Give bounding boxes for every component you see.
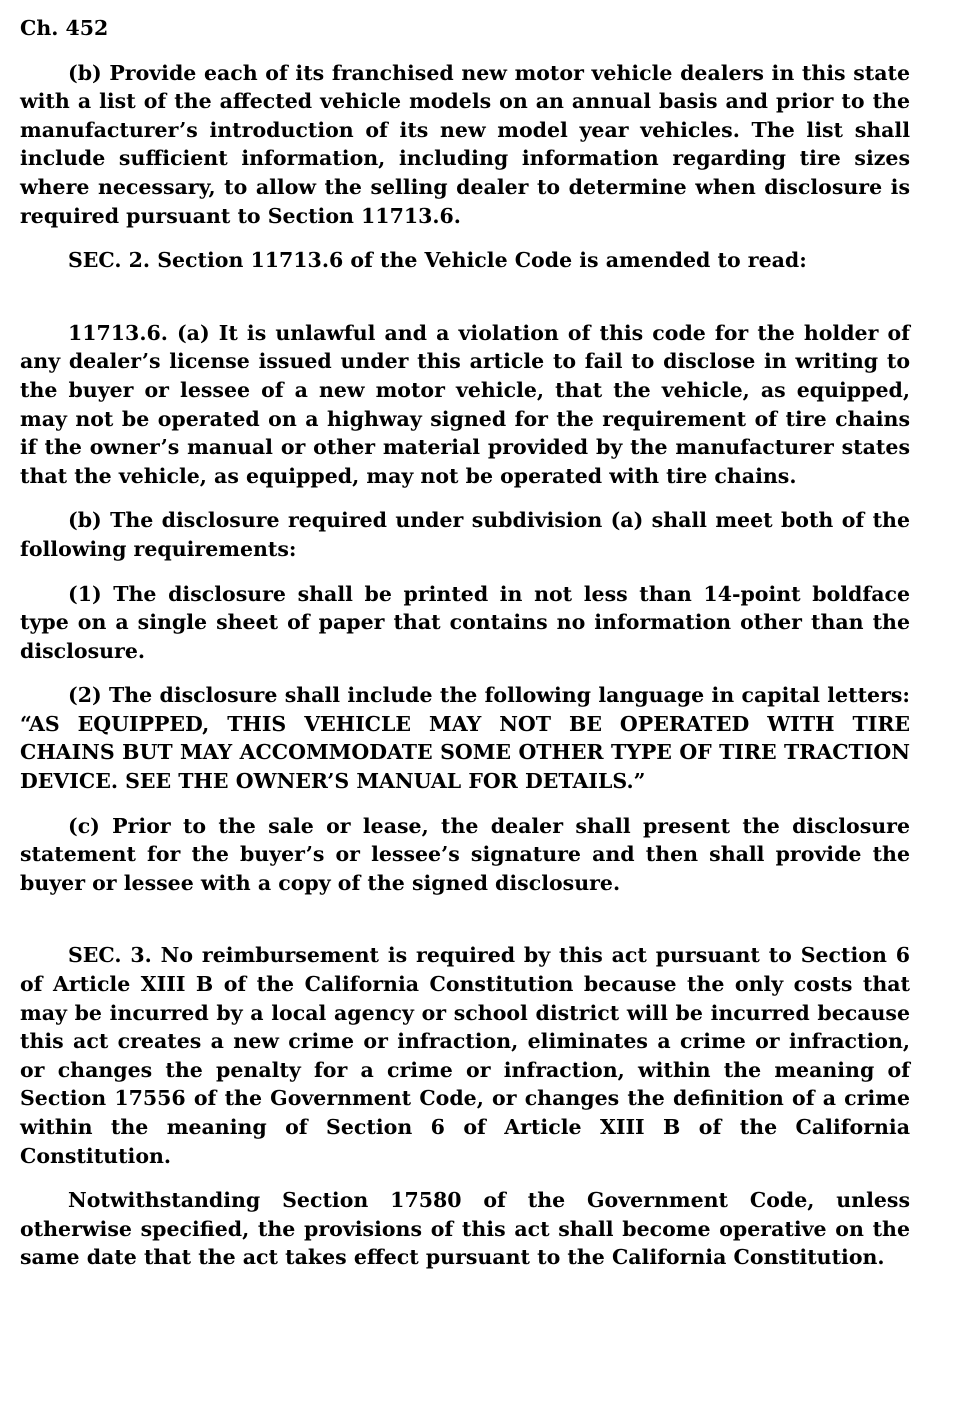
section-11713-6-a: 11713.6. (a) It is unlawful and a violation of this code for the holder of any dealer’s license issued under this article to fail to disclose in writing to the buyer or lessee of a new motor vehicle, that the vehicle, as equipped, may not be operated on a highway signed for the requirement of tire chains if the owner’s manual or other material provided by the manufacturer states that the vehicle, as equipped, may not be operated with tire chains. xyxy=(20,320,910,488)
requirement-1: (1) The disclosure shall be printed in not less than 14-point boldface type on a single sheet of paper that contains no information other than the disclosure. xyxy=(20,581,910,663)
paragraph-b-manufacturer-list: (b) Provide each of its franchised new motor vehicle dealers in this state with a list of the affected vehicle models on an annual basis and prior to the manufacturer’s introduction of its new model year vehicles. The list shall include sufficient information, including information regarding tire sizes where necessary, to allow the selling dealer to determine when disclosure is required pursuant to Section 11713.6. xyxy=(20,60,910,228)
section-3-reimbursement: SEC. 3. No reimbursement is required by this act pursuant to Section 6 of Article XIII B of the California Constitution because the only costs that may be incurred by a local agency or school district will be incurred because this act creates a new crime or infraction, eliminates a crime or infraction, or changes the penalty for a crime or infraction, within the meaning of Section 17556 of the Government Code, or changes the definition of a crime within the meaning of Section 6 of Article XIII B of the California Constitution. xyxy=(20,943,910,1168)
document-page xyxy=(20,14,910,1272)
operative-date-paragraph: Notwithstanding Section 17580 of the Government Code, unless otherwise specified, the provisions of this act shall become operative on the same date that the act takes effect pursuant to the California Constitution. xyxy=(20,1188,910,1270)
section-2-heading: SEC. 2. Section 11713.6 of the Vehicle Code is amended to read: xyxy=(68,248,807,273)
subdivision-b-requirements: (b) The disclosure required under subdivision (a) shall meet both of the following requirements: xyxy=(20,508,910,561)
chapter-number: Ch. 452 xyxy=(20,16,109,40)
subdivision-c: (c) Prior to the sale or lease, the dealer shall present the disclosure statement for the buyer’s or lessee’s signature and then shall provide the buyer or lessee with a copy of the signed disclosure. xyxy=(20,813,910,895)
requirement-2: (2) The disclosure shall include the following language in capital letters: “AS EQUIPPED, THIS VEHICLE MAY NOT BE OPERATED WITH TIRE CHAINS BUT MAY ACCOMMODATE SOME OTHER TYPE OF TIRE TRACTION DEVICE. SEE THE OWNER’S MANUAL FOR DETAILS.” xyxy=(20,683,910,794)
